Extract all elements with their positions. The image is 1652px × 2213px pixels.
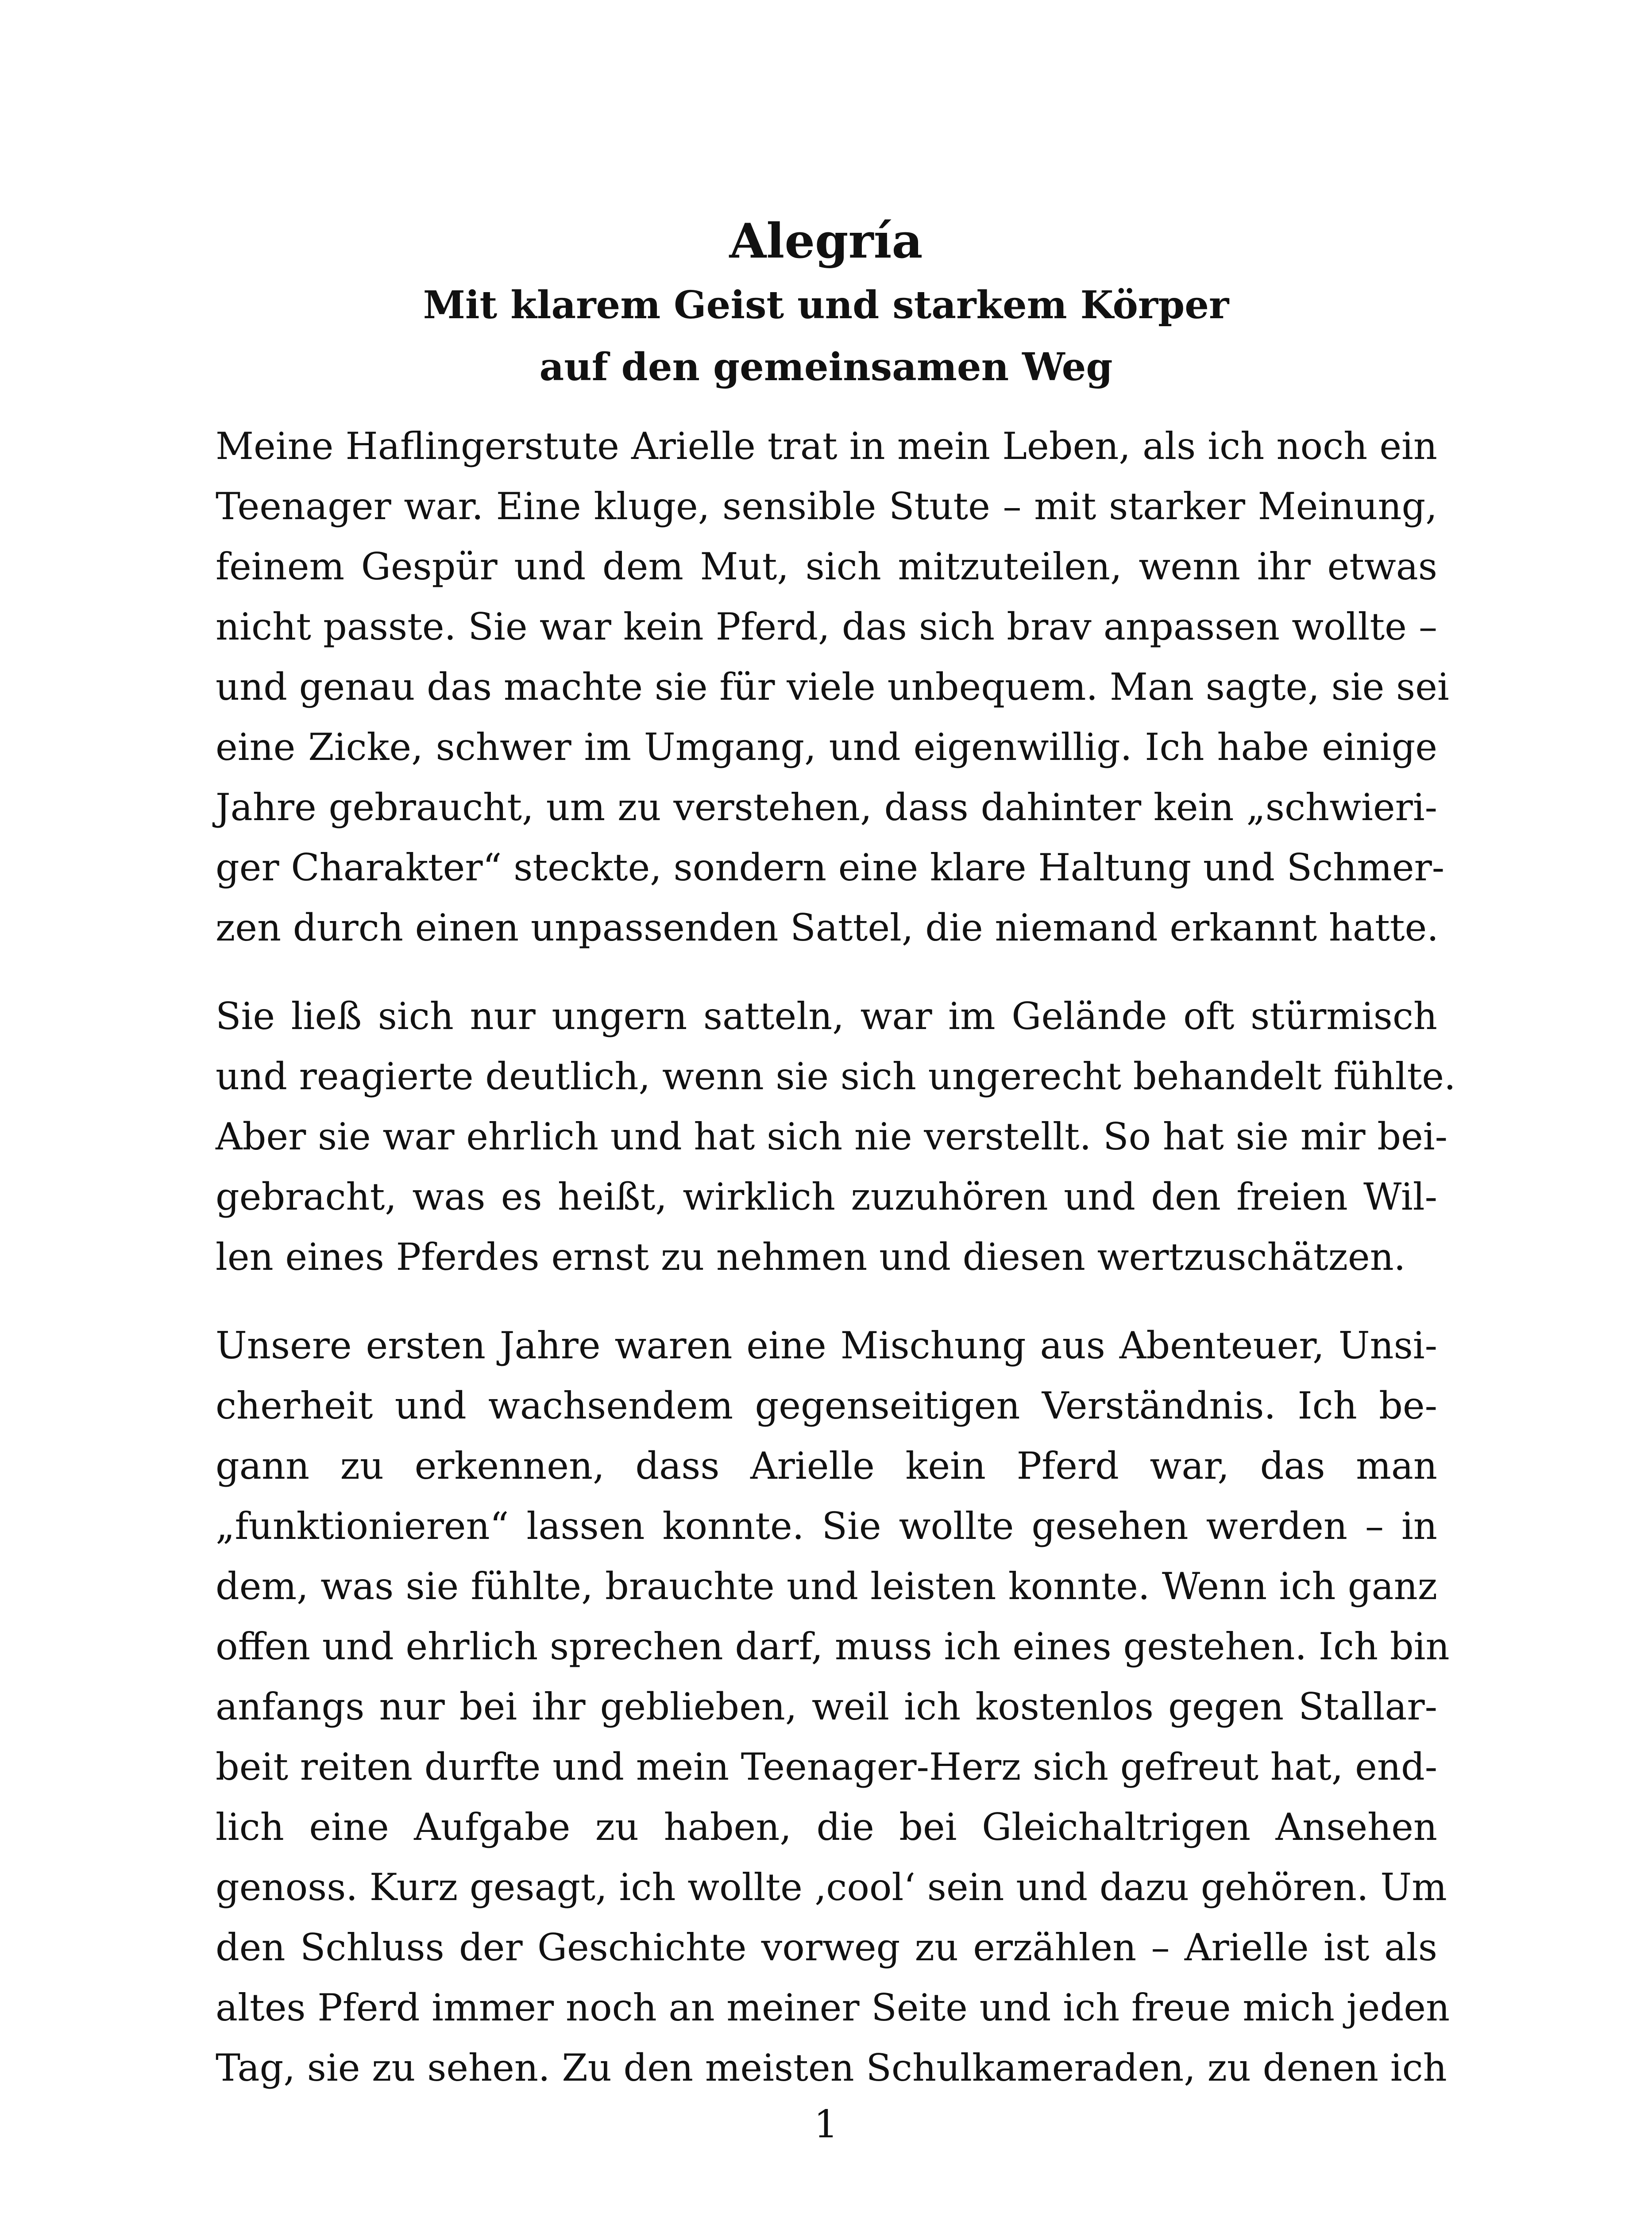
- paragraph-2: [216, 986, 1456, 1287]
- text-line: gann zu erkennen, dass Arielle kein Pferd war, das man: [216, 1444, 1437, 1488]
- text-line: offen und ehrlich sprechen darf, muss ich eines gestehen. Ich bin: [216, 1625, 1450, 1668]
- body-text: [216, 416, 1456, 2126]
- text-line: den Schluss der Geschichte vorweg zu erzählen – Arielle ist als: [216, 1926, 1437, 1969]
- text-line: feinem Gespür und dem Mut, sich mitzuteilen, wenn ihr etwas: [216, 545, 1437, 588]
- chapter-heading: [0, 208, 1652, 398]
- text-line: anfangs nur bei ihr geblieben, weil ich kostenlos gegen Stallar-: [216, 1685, 1437, 1728]
- text-line: altes Pferd immer noch an meiner Seite und ich freue mich jeden: [216, 1986, 1450, 2029]
- text-line: gebracht, was es heißt, wirklich zuzuhören und den freien Wil-: [216, 1175, 1437, 1218]
- paragraph-1: [216, 416, 1449, 958]
- paragraph-3: [216, 1315, 1450, 2098]
- text-line: Sie ließ sich nur ungern satteln, war im Gelände oft stürmisch: [216, 995, 1437, 1038]
- text-line: lich eine Aufgabe zu haben, die bei Gleichaltrigen Ansehen: [216, 1805, 1437, 1849]
- text-line: cherheit und wachsendem gegenseitigen Verständnis. Ich be-: [216, 1384, 1437, 1427]
- text-line: nicht passte. Sie war kein Pferd, das sich brav anpassen wollte –: [216, 605, 1437, 648]
- text-line: Tag, sie zu sehen. Zu den meisten Schulkameraden, zu denen ich: [216, 2046, 1447, 2090]
- text-line: „funktionieren“ lassen konnte. Sie wollte gesehen werden – in: [216, 1504, 1437, 1548]
- text-line: beit reiten durfte und mein Teenager-Herz sich gefreut hat, end-: [216, 1745, 1438, 1789]
- chapter-subtitle-line-1: Mit klarem Geist und starkem Körper: [423, 283, 1229, 328]
- text-line: Jahre gebraucht, um zu verstehen, dass dahinter kein „schwieri-: [216, 786, 1437, 829]
- text-line: Aber sie war ehrlich und hat sich nie verstellt. So hat sie mir bei-: [216, 1115, 1447, 1158]
- text-line: zen durch einen unpassenden Sattel, die niemand erkannt hatte.: [216, 906, 1439, 949]
- page-number: 1: [814, 2102, 838, 2147]
- text-line: len eines Pferdes ernst zu nehmen und diesen wertzuschätzen.: [216, 1235, 1406, 1279]
- text-line: dem, was sie fühlte, brauchte und leisten konnte. Wenn ich ganz: [216, 1565, 1437, 1608]
- text-line: Teenager war. Eine kluge, sensible Stute – mit starker Meinung,: [216, 485, 1437, 528]
- chapter-title: Alegría: [729, 213, 923, 269]
- text-line: und reagierte deutlich, wenn sie sich ungerecht behandelt fühlte.: [216, 1055, 1456, 1098]
- text-line: Meine Haflingerstute Arielle trat in mein Leben, als ich noch ein: [216, 424, 1437, 468]
- text-line: genoss. Kurz gesagt, ich wollte ‚cool‘ sein und dazu gehören. Um: [216, 1866, 1447, 1909]
- text-line: Unsere ersten Jahre waren eine Mischung aus Abenteuer, Unsi-: [216, 1324, 1437, 1367]
- text-line: eine Zicke, schwer im Umgang, und eigenwillig. Ich habe einige: [216, 725, 1437, 769]
- chapter-subtitle-line-2: auf den gemeinsamen Weg: [539, 345, 1113, 389]
- text-line: ger Charakter“ steckte, sondern eine klare Haltung und Schmer-: [216, 846, 1445, 889]
- text-line: und genau das machte sie für viele unbequem. Man sagte, sie sei: [216, 665, 1449, 709]
